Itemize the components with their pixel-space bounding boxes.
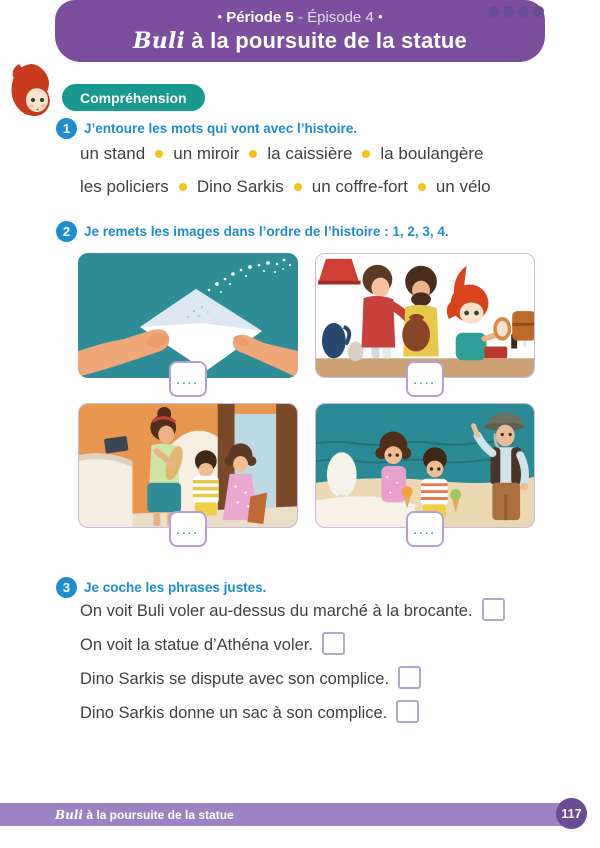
bullet-icon: • — [217, 9, 223, 24]
progress-dots-icon — [488, 6, 544, 17]
answer-dots: ···· — [413, 378, 437, 390]
bullet-separator-icon — [155, 150, 163, 158]
bullet-separator-icon — [294, 183, 302, 191]
exercise-number-text: 3 — [62, 580, 71, 595]
footer-banner — [0, 803, 586, 826]
word-option: Dino Sarkis — [196, 177, 284, 196]
sentence-row — [80, 665, 421, 693]
story-image-cell-1 — [78, 253, 298, 413]
title-rest: à la poursuite de la statue — [185, 28, 467, 53]
answer-dots: ···· — [413, 528, 437, 540]
order-answer-box-1[interactable] — [169, 361, 207, 397]
story-image-cell-4 — [315, 403, 535, 563]
order-answer-box-2[interactable] — [406, 361, 444, 397]
exercise-number-text: 1 — [62, 121, 71, 136]
exercise-1-instruction: J’entoure les mots qui vont avec l’histoire. — [84, 121, 358, 136]
word-option: la boulangère — [380, 144, 484, 163]
bullet-separator-icon — [249, 150, 257, 158]
exercise-3-number — [56, 577, 77, 598]
story-image-bakery — [78, 403, 298, 528]
order-answer-box-4[interactable] — [406, 511, 444, 547]
sentence-text: On voit la statue d’Athéna voler. — [80, 635, 313, 654]
sentence-text: Dino Sarkis se dispute avec son complice. — [80, 669, 390, 688]
sentence-text: On voit Buli voler au-dessus du marché à la brocante. — [80, 601, 473, 620]
badge-label: Compréhension — [80, 89, 187, 106]
word-option: un stand — [80, 144, 146, 163]
exercise-2-number — [56, 221, 77, 242]
footer-title-rest: à la poursuite de la statue — [82, 807, 234, 822]
comprehension-badge — [62, 84, 205, 111]
footer-title-script: Buli — [55, 807, 83, 822]
page-number: 117 — [561, 806, 582, 821]
exercise-2-instruction: Je remets les images dans l’ordre de l’histoire : 1, 2, 3, 4. — [84, 224, 449, 239]
exercise-1-number — [56, 118, 77, 139]
bullet-separator-icon — [418, 183, 426, 191]
buli-mascot-icon — [5, 62, 55, 122]
story-image-cell-3 — [78, 403, 298, 563]
story-image-market — [315, 253, 535, 378]
word-option: la caissière — [267, 144, 353, 163]
bullet-separator-icon — [362, 150, 370, 158]
title-script-word: Buli — [132, 28, 186, 54]
sentence-checkbox-1[interactable] — [482, 598, 505, 621]
footer-title — [55, 808, 234, 822]
sentence-row — [80, 631, 345, 659]
page-number-badge — [556, 798, 587, 829]
bullet-icon: • — [377, 9, 383, 24]
episode-line — [55, 9, 545, 26]
bullet-separator-icon — [179, 183, 187, 191]
story-image-cell-2 — [315, 253, 535, 413]
sentence-checkbox-2[interactable] — [322, 632, 345, 655]
sentence-text: Dino Sarkis donne un sac à son complice. — [80, 703, 388, 722]
dot-icon — [488, 6, 499, 17]
story-image-envelope — [78, 253, 298, 378]
dot-icon — [533, 6, 544, 17]
order-answer-box-3[interactable] — [169, 511, 207, 547]
sentence-row — [80, 597, 505, 625]
dot-icon — [518, 6, 529, 17]
word-option: les policiers — [80, 177, 169, 196]
word-row-2 — [80, 177, 491, 197]
word-option: un vélo — [435, 177, 491, 196]
period-label: Période 5 — [226, 9, 294, 26]
episode-label: - Épisode 4 — [297, 9, 374, 26]
exercise-3-instruction: Je coche les phrases justes. — [84, 580, 267, 595]
page-title — [55, 28, 545, 54]
dot-icon — [503, 6, 514, 17]
sentence-checkbox-3[interactable] — [398, 666, 421, 689]
exercise-number-text: 2 — [62, 224, 71, 239]
word-option: un coffre-fort — [311, 177, 408, 196]
answer-dots: ···· — [176, 528, 200, 540]
word-row-1 — [80, 144, 483, 164]
header-banner — [55, 0, 545, 62]
sentence-checkbox-4[interactable] — [396, 700, 419, 723]
word-option: un miroir — [173, 144, 240, 163]
sentence-row — [80, 699, 419, 727]
answer-dots: ···· — [176, 378, 200, 390]
story-image-seaside — [315, 403, 535, 528]
